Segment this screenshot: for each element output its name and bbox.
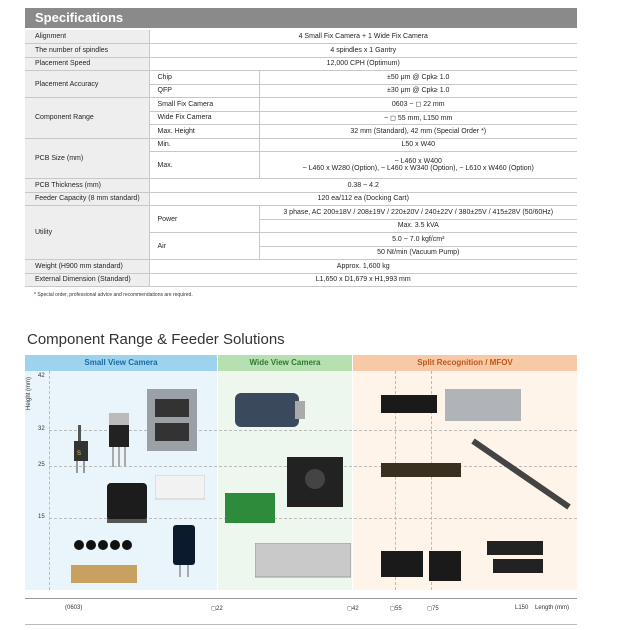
- row-value: 4 spindles x 1 Gantry: [149, 44, 577, 58]
- zone-label: Split Recognition / MFOV: [353, 355, 577, 371]
- toggle-switch-image: [73, 425, 91, 475]
- footnote-star: *: [34, 292, 36, 298]
- x-tick: ◻42: [347, 606, 359, 612]
- row-label: The number of spindles: [25, 44, 149, 58]
- spec-header: [25, 8, 577, 28]
- row-label: Utility: [25, 206, 149, 260]
- row-value: 5.0 ~ 7.0 kgf/cm²: [259, 233, 577, 247]
- row-label: PCB Size (mm): [25, 138, 149, 179]
- row-sub: Power: [149, 206, 259, 233]
- table-row: [25, 71, 577, 85]
- row-label: Alignment: [25, 30, 149, 44]
- row-label: Placement Speed: [25, 57, 149, 71]
- row-label: External Dimension (Standard): [25, 273, 149, 287]
- y-tick: 15: [38, 514, 45, 520]
- x-tick: (0603): [65, 605, 83, 611]
- row-sub: Air: [149, 233, 259, 260]
- table-row: [25, 273, 577, 287]
- row-sub: Chip: [149, 71, 259, 85]
- y-tick: 32: [38, 426, 45, 432]
- table-row: [25, 138, 577, 152]
- terminal-block-image: [225, 493, 275, 527]
- row-label: Placement Accuracy: [25, 71, 149, 98]
- row-value: 0603 ~ ◻ 22 mm: [259, 98, 577, 112]
- multi-jack-image: [445, 389, 521, 423]
- row-value: L50 x W40: [259, 138, 577, 152]
- connector-pair-image: [487, 541, 547, 577]
- row-sub: Min.: [149, 138, 259, 152]
- row-value: 0.38 ~ 4.2: [149, 179, 577, 193]
- x-tick: L150: [515, 605, 529, 611]
- x-tick: ◻55: [390, 606, 402, 612]
- x-tick: ◻75: [427, 606, 439, 612]
- row-value: ±30 μm @ Cpk≥ 1.0: [259, 84, 577, 98]
- footnote: [34, 292, 193, 298]
- footnote-text: Special order, professional advice and recommendations are required.: [35, 292, 193, 298]
- row-label: Feeder Capacity (8 mm standard): [25, 192, 149, 206]
- gridline: [49, 371, 50, 590]
- svg-text:S: S: [77, 451, 82, 457]
- board-to-board-connector-image: [381, 461, 463, 481]
- row-sub: QFP: [149, 84, 259, 98]
- connector-header-image: [155, 475, 205, 503]
- x-axis: [25, 598, 577, 618]
- row-sub: Max. Height: [149, 125, 259, 139]
- y-tick: 42: [38, 373, 45, 379]
- zone-label: Wide View Camera: [218, 355, 352, 371]
- ic-chip-image: [429, 551, 463, 583]
- row-value: ~ ◻ 55 mm, L150 mm: [259, 111, 577, 125]
- row-value-line: ~ L460 x W280 (Option), ~ L460 x W340 (Option), ~ L610 x W460 (Option): [302, 165, 534, 172]
- x-tick: ◻22: [211, 606, 223, 612]
- row-sub: Small Fix Camera: [149, 98, 259, 112]
- row-value: 4 Small Fix Camera + 1 Wide Fix Camera: [149, 30, 577, 44]
- table-row: [25, 30, 577, 44]
- row-value: L1,650 x D1,679 x H1,993 mm: [149, 273, 577, 287]
- small-capacitor-image: [173, 525, 195, 577]
- zone-label: Small View Camera: [25, 355, 217, 371]
- dc-jack-image: [287, 457, 343, 509]
- y-tick: 25: [38, 462, 45, 468]
- table-row: [25, 206, 577, 220]
- x-axis-label: Length (mm): [535, 605, 570, 611]
- row-value: ±50 μm @ Cpk≥ 1.0: [259, 71, 577, 85]
- qfp-chip-image: [381, 551, 425, 581]
- table-row: [25, 44, 577, 58]
- electrolytic-capacitor-image: [107, 483, 147, 525]
- row-label: Component Range: [25, 98, 149, 139]
- divider: [25, 624, 577, 625]
- row-value: Max. 3.5 kVA: [259, 219, 577, 233]
- row-value: [259, 152, 577, 179]
- row-value: Approx. 1,600 kg: [149, 260, 577, 274]
- row-value: 32 mm (Standard), 42 mm (Special Order *): [259, 125, 577, 139]
- table-row: [25, 98, 577, 112]
- row-label: PCB Thickness (mm): [25, 179, 149, 193]
- led-strip-image: [69, 539, 139, 585]
- component-chart: [25, 355, 577, 610]
- fpc-connector-image: [381, 391, 441, 419]
- spec-table: [25, 30, 577, 287]
- row-value: 50 Nℓ/min (Vacuum Pump): [259, 246, 577, 260]
- spec-title: Specifications: [35, 10, 124, 25]
- table-row: [25, 192, 577, 206]
- large-capacitor-image: [235, 393, 305, 429]
- table-row: [25, 57, 577, 71]
- long-slot-connector-image: [469, 437, 573, 511]
- table-row: [25, 179, 577, 193]
- row-sub: Wide Fix Camera: [149, 111, 259, 125]
- row-value: 12,000 CPH (Optimum): [149, 57, 577, 71]
- table-row: [25, 260, 577, 274]
- row-value-line: ~ L460 x W400: [394, 158, 442, 165]
- row-value: 120 ea/112 ea (Docking Cart): [149, 192, 577, 206]
- component-title: Component Range & Feeder Solutions: [27, 331, 285, 348]
- rj45-jack-image: [147, 389, 197, 453]
- y-axis-label: Height (mm): [26, 376, 32, 410]
- row-label: Weight (H900 mm standard): [25, 260, 149, 274]
- row-value: 3 phase, AC 200±18V / 208±19V / 220±20V / 240±22V / 380±25V / 415±28V (50/60Hz): [259, 206, 577, 220]
- transistor-image: [107, 413, 131, 469]
- shield-module-image: [255, 543, 351, 581]
- row-sub: Max.: [149, 152, 259, 179]
